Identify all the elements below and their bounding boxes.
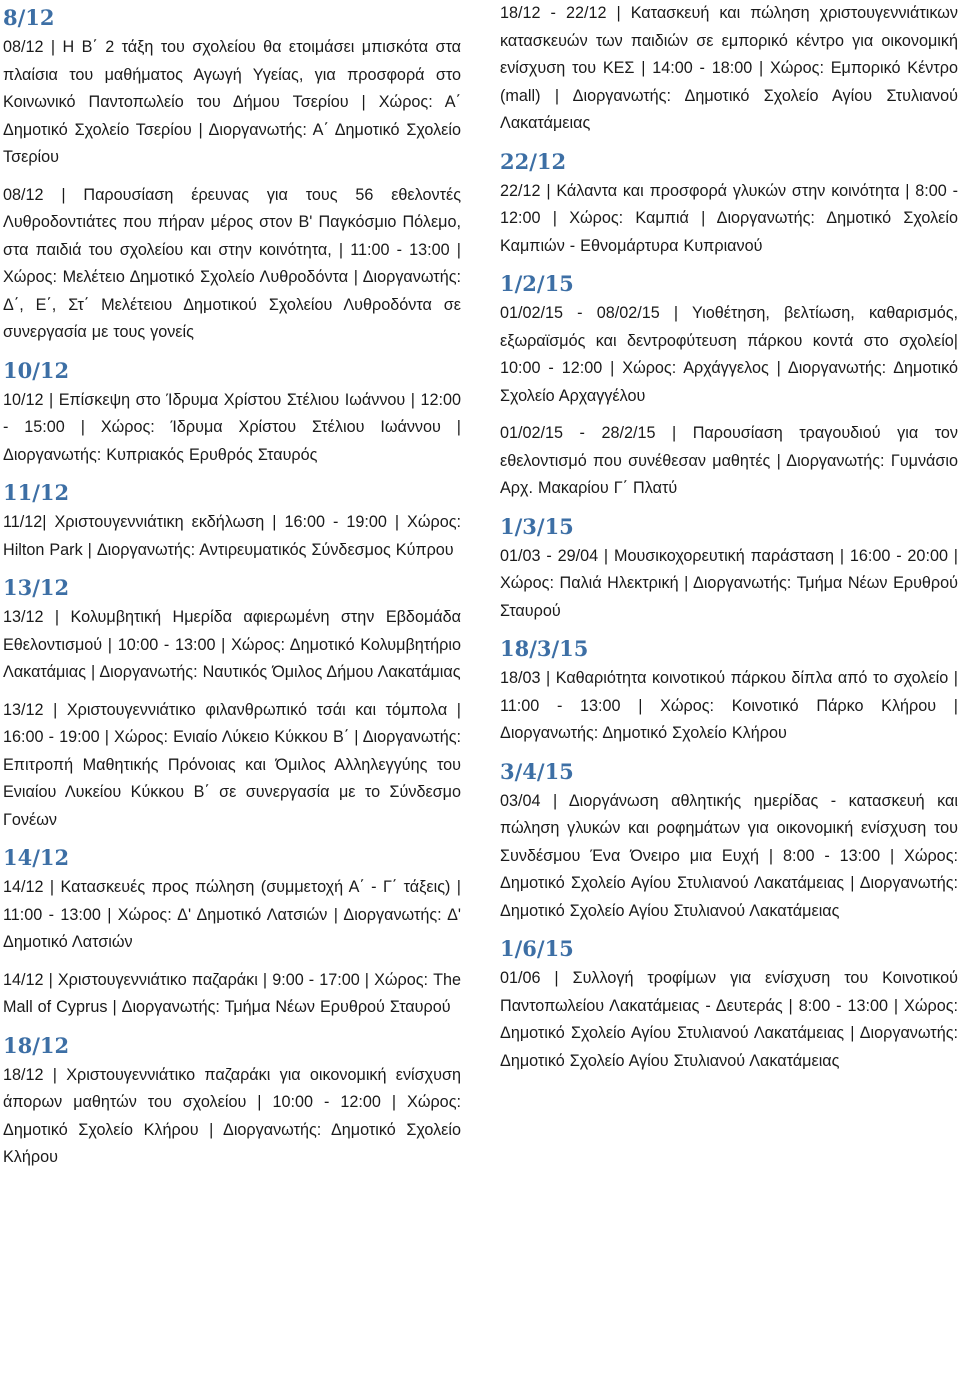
left-column: [3, 0, 461, 1182]
date-section: [500, 0, 958, 138]
event-entry: 01/06 | Συλλογή τροφίμων για ενίσχυση του Κοινοτικού Παντοπωλείου Λακατάμειας - Δευτεράς | 8:00 - 13:00 | Χώρος: Δημοτικό Σχολείο Αγίου Στυλιανού Λακατάμειας | Διοργανωτής: Δημοτικό Σχολείο Αγίου Στυλιανού Λακατάμειας: [500, 969, 958, 1070]
event-entry: 11/12| Χριστουγεννιάτικη εκδήλωση | 16:00 - 19:00 | Χώρος: Hilton Park | Διοργανωτής: Αντιρευματικός Σύνδεσμος Κύπρου: [3, 513, 461, 559]
date-section: [3, 357, 461, 470]
date-section: [3, 4, 461, 347]
event-entry: 10/12 | Επίσκεψη στο Ίδρυμα Χρίστου Στέλιου Ιωάννου | 12:00 - 15:00 | Χώρος: Ίδρυμα Χρίστου Στέλιου Ιωάννου | Διοργανωτής: Κυπριακός Ερυθρός Σταυρός: [3, 390, 461, 464]
date-section: [500, 635, 958, 748]
event-entry: 01/02/15 - 08/02/15 | Υιοθέτηση, βελτίωση, καθαρισμός, εξωραϊσμός και δεντροφύτευση πάρκου κοντά στο σχολείο| 10:00 - 12:00 | Χώρος: Αρχάγγελος | Διοργανωτής: Δημοτικό Σχολείο Αρχαγγέλου: [500, 304, 958, 405]
date-heading: 1/3/15: [500, 513, 574, 539]
date-section: [3, 1032, 461, 1172]
date-heading: 13/12: [3, 575, 70, 600]
date-section: [500, 513, 958, 626]
date-section: [500, 935, 958, 1075]
event-entry: 13/12 | Κολυμβητική Ημερίδα αφιερωμένη στην Εβδομάδα Εθελοντισμού | 10:00 - 13:00 | Χώρος: Δημοτικό Κολυμβητήριο Λακατάμιας | Διοργανωτής: Ναυτικός Όμιλος Δήμου Λακατάμιας: [3, 608, 461, 681]
date-section: [500, 270, 958, 503]
date-section: [3, 844, 461, 1022]
event-entry: 14/12 | Κατασκευές προς πώληση (συμμετοχή Α΄ - Γ΄ τάξεις) | 11:00 - 13:00 | Χώρος: Δ' Δημοτικό Λατσιών | Διοργανωτής: Δ' Δημοτικό Λατσιών: [3, 878, 461, 951]
date-section: [500, 148, 958, 261]
right-column: [500, 0, 958, 1085]
date-section: [3, 574, 461, 834]
event-entry: 14/12 | Χριστουγεννιάτικο παζαράκι | 9:00 - 17:00 | Χώρος: The Mall of Cyprus | Διοργανωτής: Τμήμα Νέων Ερυθρού Σταυρού: [3, 970, 461, 1016]
date-heading: 11/12: [3, 480, 70, 505]
date-heading: 18/12: [3, 1032, 70, 1058]
date-heading: 1/2/15: [500, 271, 574, 296]
date-heading: 10/12: [3, 357, 70, 383]
date-section: [500, 758, 958, 926]
event-entry: 22/12 | Κάλαντα και προσφορά γλυκών στην κοινότητα | 8:00 - 12:00 | Χώρος: Καμπιά | Διοργανωτής: Δημοτικό Σχολείο Καμπιών - Εθνομάρτυρα Κυπριανού: [500, 181, 958, 255]
date-heading: 18/3/15: [500, 636, 589, 661]
date-section: [3, 479, 461, 564]
event-entry: 18/12 | Χριστουγεννιάτικο παζαράκι για οικονομική ενίσχυση άπορων μαθητών του σχολείου | 10:00 - 12:00 | Χώρος: Δημοτικό Σχολείο Κλήρου | Διοργανωτής: Δημοτικό Σχολείο Κλήρου: [3, 1065, 461, 1166]
date-heading: 8/12: [3, 5, 55, 30]
event-entry: 18/03 | Καθαριότητα κοινοτικού πάρκου δίπλα από το σχολείο | 11:00 - 13:00 | Χώρος: Κοινοτικό Πάρκο Κλήρου | Διοργανωτής: Δημοτικό Σχολείο Κλήρου: [500, 669, 958, 742]
event-entry: 03/04 | Διοργάνωση αθλητικής ημερίδας - κατασκευή και πώληση γλυκών και ροφημάτων για οικονομική ενίσχυση του Συνδέσμου Ένα Όνειρο μια Ευχή | 8:00 - 13:00 | Χώρος: Δημοτικό Σχολείο Αγίου Στυλιανού Λακατάμειας | Διοργανωτής: Δημοτικό Σχολείο Αγίου Στυλιανού Λακατάμειας: [500, 791, 958, 920]
event-entry: 01/02/15 - 28/2/15 | Παρουσίαση τραγουδιού για τον εθελοντισμό που συνέθεσαν μαθητές | Διοργανωτής: Γυμνάσιο Αρχ. Μακαρίου Γ΄ Πλατύ: [500, 424, 958, 497]
date-heading: 3/4/15: [500, 758, 574, 784]
event-entry: 18/12 - 22/12 | Κατασκευή και πώληση χριστουγεννιάτικων κατασκευών των παιδιών σε εμπορικό κέντρο για οικονομική ενίσχυση του ΚΕΣ | 14:00 - 18:00 | Χώρος: Εμπορικό Κέντρο (mall) | Διοργανωτής: Δημοτικό Σχολείο Αγίου Στυλιανού Λακατάμειας: [500, 4, 958, 132]
date-heading: 1/6/15: [500, 936, 574, 961]
event-entry: 08/12 | Η Β΄ 2 τάξη του σχολείου θα ετοιμάσει μπισκότα στα πλαίσια του μαθήματος Αγωγή Υγείας, για προσφορά στο Κοινωνικό Παντοπωλείο του Δήμου Τσερίου | Χώρος: Α΄ Δημοτικό Σχολείο Τσερίου | Διοργανωτής: Α΄ Δημοτικό Σχολείο Τσερίου: [3, 38, 461, 166]
event-entry: 01/03 - 29/04 | Μουσικοχορευτική παράσταση | 16:00 - 20:00 | Χώρος: Παλιά Ηλεκτρική | Διοργανωτής: Τμήμα Νέων Ερυθρού Σταυρού: [500, 546, 958, 620]
date-heading: 14/12: [3, 845, 70, 870]
event-entry: 13/12 | Χριστουγεννιάτικο φιλανθρωπικό τσάι και τόμπολα | 16:00 - 19:00 | Χώρος: Ενιαίο Λύκειο Κύκκου Β΄ | Διοργανωτής: Επιτροπή Μαθητικής Πρόνοιας και Όμιλος Αλληλεγγύης του Ενιαίου Λυκείου Κύκκου Β΄ σε συνεργασία με το Σύνδεσμο Γονέων: [3, 700, 461, 829]
event-entry: 08/12 | Παρουσίαση έρευνας για τους 56 εθελοντές Λυθροδοντιάτες που πήραν μέρος στον Β' Παγκόσμιο Πόλεμο, στα παιδιά του σχολείου και στην κοινότητα, | 11:00 - 13:00 | Χώρος: Μελέτειο Δημοτικό Σχολείο Λυθροδόντα | Διοργανωτής: Δ΄, Ε΄, Στ΄ Μελέτειου Δημοτικού Σχολείου Λυθροδόντα σε συνεργασία με τους γονείς: [3, 185, 461, 341]
date-heading: 22/12: [500, 148, 567, 174]
